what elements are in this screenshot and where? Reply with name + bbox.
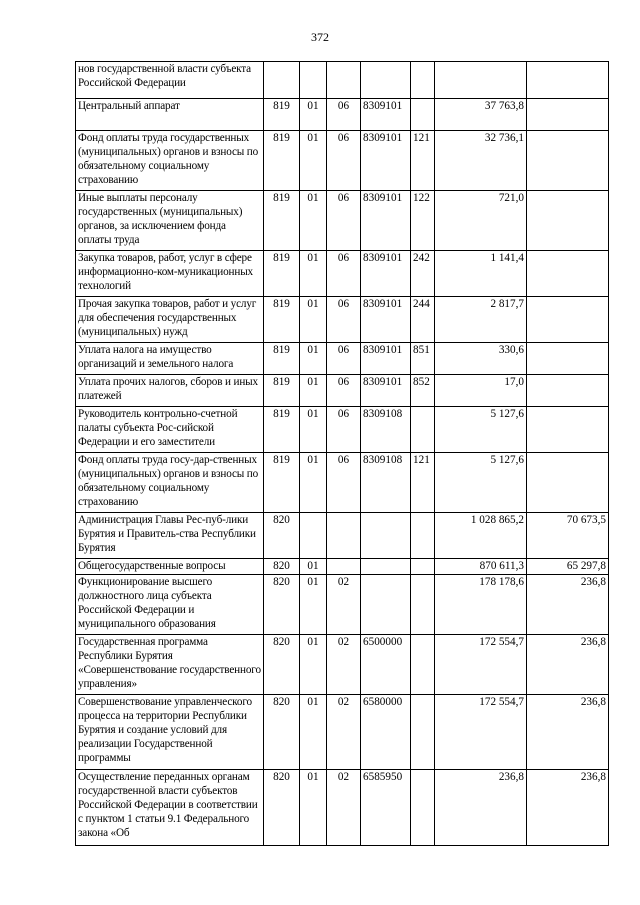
table-row <box>76 343 609 375</box>
cell-amount: 721,0 <box>435 191 527 251</box>
cell-ministry-code: 819 <box>264 99 300 131</box>
cell-subsection: 06 <box>327 453 361 513</box>
cell-ministry-code: 820 <box>264 575 300 635</box>
cell-amount-delegated <box>527 343 609 375</box>
cell-expense-type: 851 <box>411 343 435 375</box>
cell-ministry-code: 820 <box>264 695 300 770</box>
cell-ministry-code: 819 <box>264 407 300 453</box>
cell-amount: 37 763,8 <box>435 99 527 131</box>
cell-name: Уплата прочих налогов, сборов и иных платежей <box>76 375 264 407</box>
table-row <box>76 559 609 575</box>
cell-expense-type <box>411 407 435 453</box>
cell-ministry-code: 819 <box>264 191 300 251</box>
cell-expense-type: 242 <box>411 251 435 297</box>
cell-name: Совершенствование управленческого процесса на территории Республики Бурятия и создание условий для реализации Государственной программы <box>76 695 264 770</box>
table-row <box>76 251 609 297</box>
cell-name: Руководитель контрольно-счетной палаты субъекта Рос-сийской Федерации и его заместители <box>76 407 264 453</box>
cell-name: Администрация Главы Рес-пуб-лики Бурятия и Правитель-ства Республики Бурятия <box>76 513 264 559</box>
cell-section: 01 <box>300 99 327 131</box>
table-row <box>76 131 609 191</box>
cell-amount-delegated: 236,8 <box>527 635 609 695</box>
cell-section: 01 <box>300 770 327 846</box>
cell-section: 01 <box>300 559 327 575</box>
cell-name: Центральный аппарат <box>76 99 264 131</box>
cell-target-article: 8309101 <box>361 251 411 297</box>
cell-section: 01 <box>300 695 327 770</box>
table-row <box>76 297 609 343</box>
cell-target-article: 8309101 <box>361 191 411 251</box>
cell-amount-delegated <box>527 251 609 297</box>
cell-target-article: 6585950 <box>361 770 411 846</box>
cell-amount: 1 028 865,2 <box>435 513 527 559</box>
cell-ministry-code: 820 <box>264 770 300 846</box>
cell-amount: 870 611,3 <box>435 559 527 575</box>
cell-target-article: 6500000 <box>361 635 411 695</box>
cell-section: 01 <box>300 453 327 513</box>
cell-section: 01 <box>300 575 327 635</box>
cell-amount <box>435 62 527 99</box>
cell-section <box>300 513 327 559</box>
cell-target-article <box>361 513 411 559</box>
table-row <box>76 453 609 513</box>
cell-section: 01 <box>300 375 327 407</box>
cell-name: Осуществление переданных органам государственной власти субъектов Российской Федерации в соответствии с пунктом 1 статьи 9.1 Федерального закона «Об <box>76 770 264 846</box>
cell-name: Общегосударственные вопросы <box>76 559 264 575</box>
cell-expense-type <box>411 695 435 770</box>
cell-amount: 178 178,6 <box>435 575 527 635</box>
cell-ministry-code: 820 <box>264 513 300 559</box>
cell-section: 01 <box>300 343 327 375</box>
cell-target-article: 8309101 <box>361 343 411 375</box>
cell-ministry-code: 820 <box>264 635 300 695</box>
cell-amount: 5 127,6 <box>435 453 527 513</box>
cell-subsection: 06 <box>327 343 361 375</box>
table-row <box>76 62 609 99</box>
cell-target-article: 8309101 <box>361 375 411 407</box>
cell-amount: 172 554,7 <box>435 695 527 770</box>
cell-subsection: 06 <box>327 251 361 297</box>
cell-ministry-code: 819 <box>264 297 300 343</box>
cell-amount-delegated: 65 297,8 <box>527 559 609 575</box>
cell-subsection: 02 <box>327 575 361 635</box>
cell-amount-delegated <box>527 99 609 131</box>
cell-amount: 1 141,4 <box>435 251 527 297</box>
cell-name: Прочая закупка товаров, работ и услуг для обеспечения государственных (муниципальных) нужд <box>76 297 264 343</box>
table-row <box>76 191 609 251</box>
cell-amount-delegated: 236,8 <box>527 695 609 770</box>
cell-subsection <box>327 513 361 559</box>
cell-expense-type <box>411 635 435 695</box>
cell-section: 01 <box>300 251 327 297</box>
cell-amount-delegated: 236,8 <box>527 770 609 846</box>
cell-subsection: 06 <box>327 99 361 131</box>
cell-name: нов государственной власти субъекта Российской Федерации <box>76 62 264 99</box>
cell-expense-type <box>411 575 435 635</box>
cell-amount-delegated: 70 673,5 <box>527 513 609 559</box>
cell-subsection: 02 <box>327 770 361 846</box>
budget-table <box>75 61 609 846</box>
table-row <box>76 99 609 131</box>
cell-amount: 330,6 <box>435 343 527 375</box>
cell-target-article: 8309108 <box>361 453 411 513</box>
cell-amount: 2 817,7 <box>435 297 527 343</box>
cell-subsection: 06 <box>327 297 361 343</box>
cell-expense-type: 121 <box>411 453 435 513</box>
table-row <box>76 407 609 453</box>
cell-target-article: 8309108 <box>361 407 411 453</box>
cell-name: Функционирование высшего должностного лица субъекта Российской Федерации и муниципального образования <box>76 575 264 635</box>
cell-subsection: 06 <box>327 131 361 191</box>
cell-section: 01 <box>300 131 327 191</box>
cell-target-article <box>361 62 411 99</box>
cell-expense-type <box>411 99 435 131</box>
table-row <box>76 513 609 559</box>
cell-ministry-code: 819 <box>264 343 300 375</box>
cell-ministry-code: 819 <box>264 453 300 513</box>
cell-subsection: 02 <box>327 695 361 770</box>
cell-amount: 5 127,6 <box>435 407 527 453</box>
cell-expense-type: 122 <box>411 191 435 251</box>
cell-amount: 17,0 <box>435 375 527 407</box>
cell-expense-type: 121 <box>411 131 435 191</box>
cell-subsection <box>327 559 361 575</box>
cell-subsection: 06 <box>327 191 361 251</box>
table-row <box>76 635 609 695</box>
cell-name: Фонд оплаты труда государственных (муниципальных) органов и взносы по обязательному социальному страхованию <box>76 131 264 191</box>
cell-target-article <box>361 559 411 575</box>
cell-name: Закупка товаров, работ, услуг в сфере информационно-ком-муникационных технологий <box>76 251 264 297</box>
cell-ministry-code: 819 <box>264 375 300 407</box>
budget-table-body <box>76 62 609 846</box>
cell-section: 01 <box>300 297 327 343</box>
cell-expense-type <box>411 559 435 575</box>
cell-subsection: 06 <box>327 375 361 407</box>
cell-amount-delegated <box>527 407 609 453</box>
cell-subsection: 06 <box>327 407 361 453</box>
cell-target-article: 8309101 <box>361 99 411 131</box>
cell-expense-type <box>411 62 435 99</box>
cell-target-article: 6580000 <box>361 695 411 770</box>
cell-amount-delegated <box>527 375 609 407</box>
cell-section <box>300 62 327 99</box>
cell-section: 01 <box>300 191 327 251</box>
cell-ministry-code: 820 <box>264 559 300 575</box>
table-row <box>76 375 609 407</box>
cell-subsection <box>327 62 361 99</box>
cell-name: Уплата налога на имущество организаций и земельного налога <box>76 343 264 375</box>
cell-name: Иные выплаты персоналу государственных (муниципальных) органов, за исключением фонда оплаты труда <box>76 191 264 251</box>
cell-subsection: 02 <box>327 635 361 695</box>
cell-expense-type <box>411 770 435 846</box>
cell-section: 01 <box>300 407 327 453</box>
page-number: 372 <box>311 30 329 44</box>
cell-ministry-code <box>264 62 300 99</box>
cell-section: 01 <box>300 635 327 695</box>
cell-amount-delegated <box>527 191 609 251</box>
cell-target-article <box>361 575 411 635</box>
cell-amount: 32 736,1 <box>435 131 527 191</box>
cell-expense-type: 852 <box>411 375 435 407</box>
cell-amount-delegated: 236,8 <box>527 575 609 635</box>
cell-ministry-code: 819 <box>264 131 300 191</box>
cell-amount-delegated <box>527 297 609 343</box>
cell-target-article: 8309101 <box>361 297 411 343</box>
cell-amount-delegated <box>527 453 609 513</box>
cell-name: Фонд оплаты труда госу-дар-ственных (муниципальных) органов и взносы по обязательному социальному страхованию <box>76 453 264 513</box>
cell-amount-delegated <box>527 131 609 191</box>
cell-target-article: 8309101 <box>361 131 411 191</box>
cell-amount: 172 554,7 <box>435 635 527 695</box>
cell-amount-delegated <box>527 62 609 99</box>
cell-name: Государственная программа Республики Бурятия «Совершенствование государственного управления» <box>76 635 264 695</box>
cell-expense-type: 244 <box>411 297 435 343</box>
table-row <box>76 770 609 846</box>
table-row <box>76 575 609 635</box>
table-row <box>76 695 609 770</box>
cell-amount: 236,8 <box>435 770 527 846</box>
cell-ministry-code: 819 <box>264 251 300 297</box>
cell-expense-type <box>411 513 435 559</box>
